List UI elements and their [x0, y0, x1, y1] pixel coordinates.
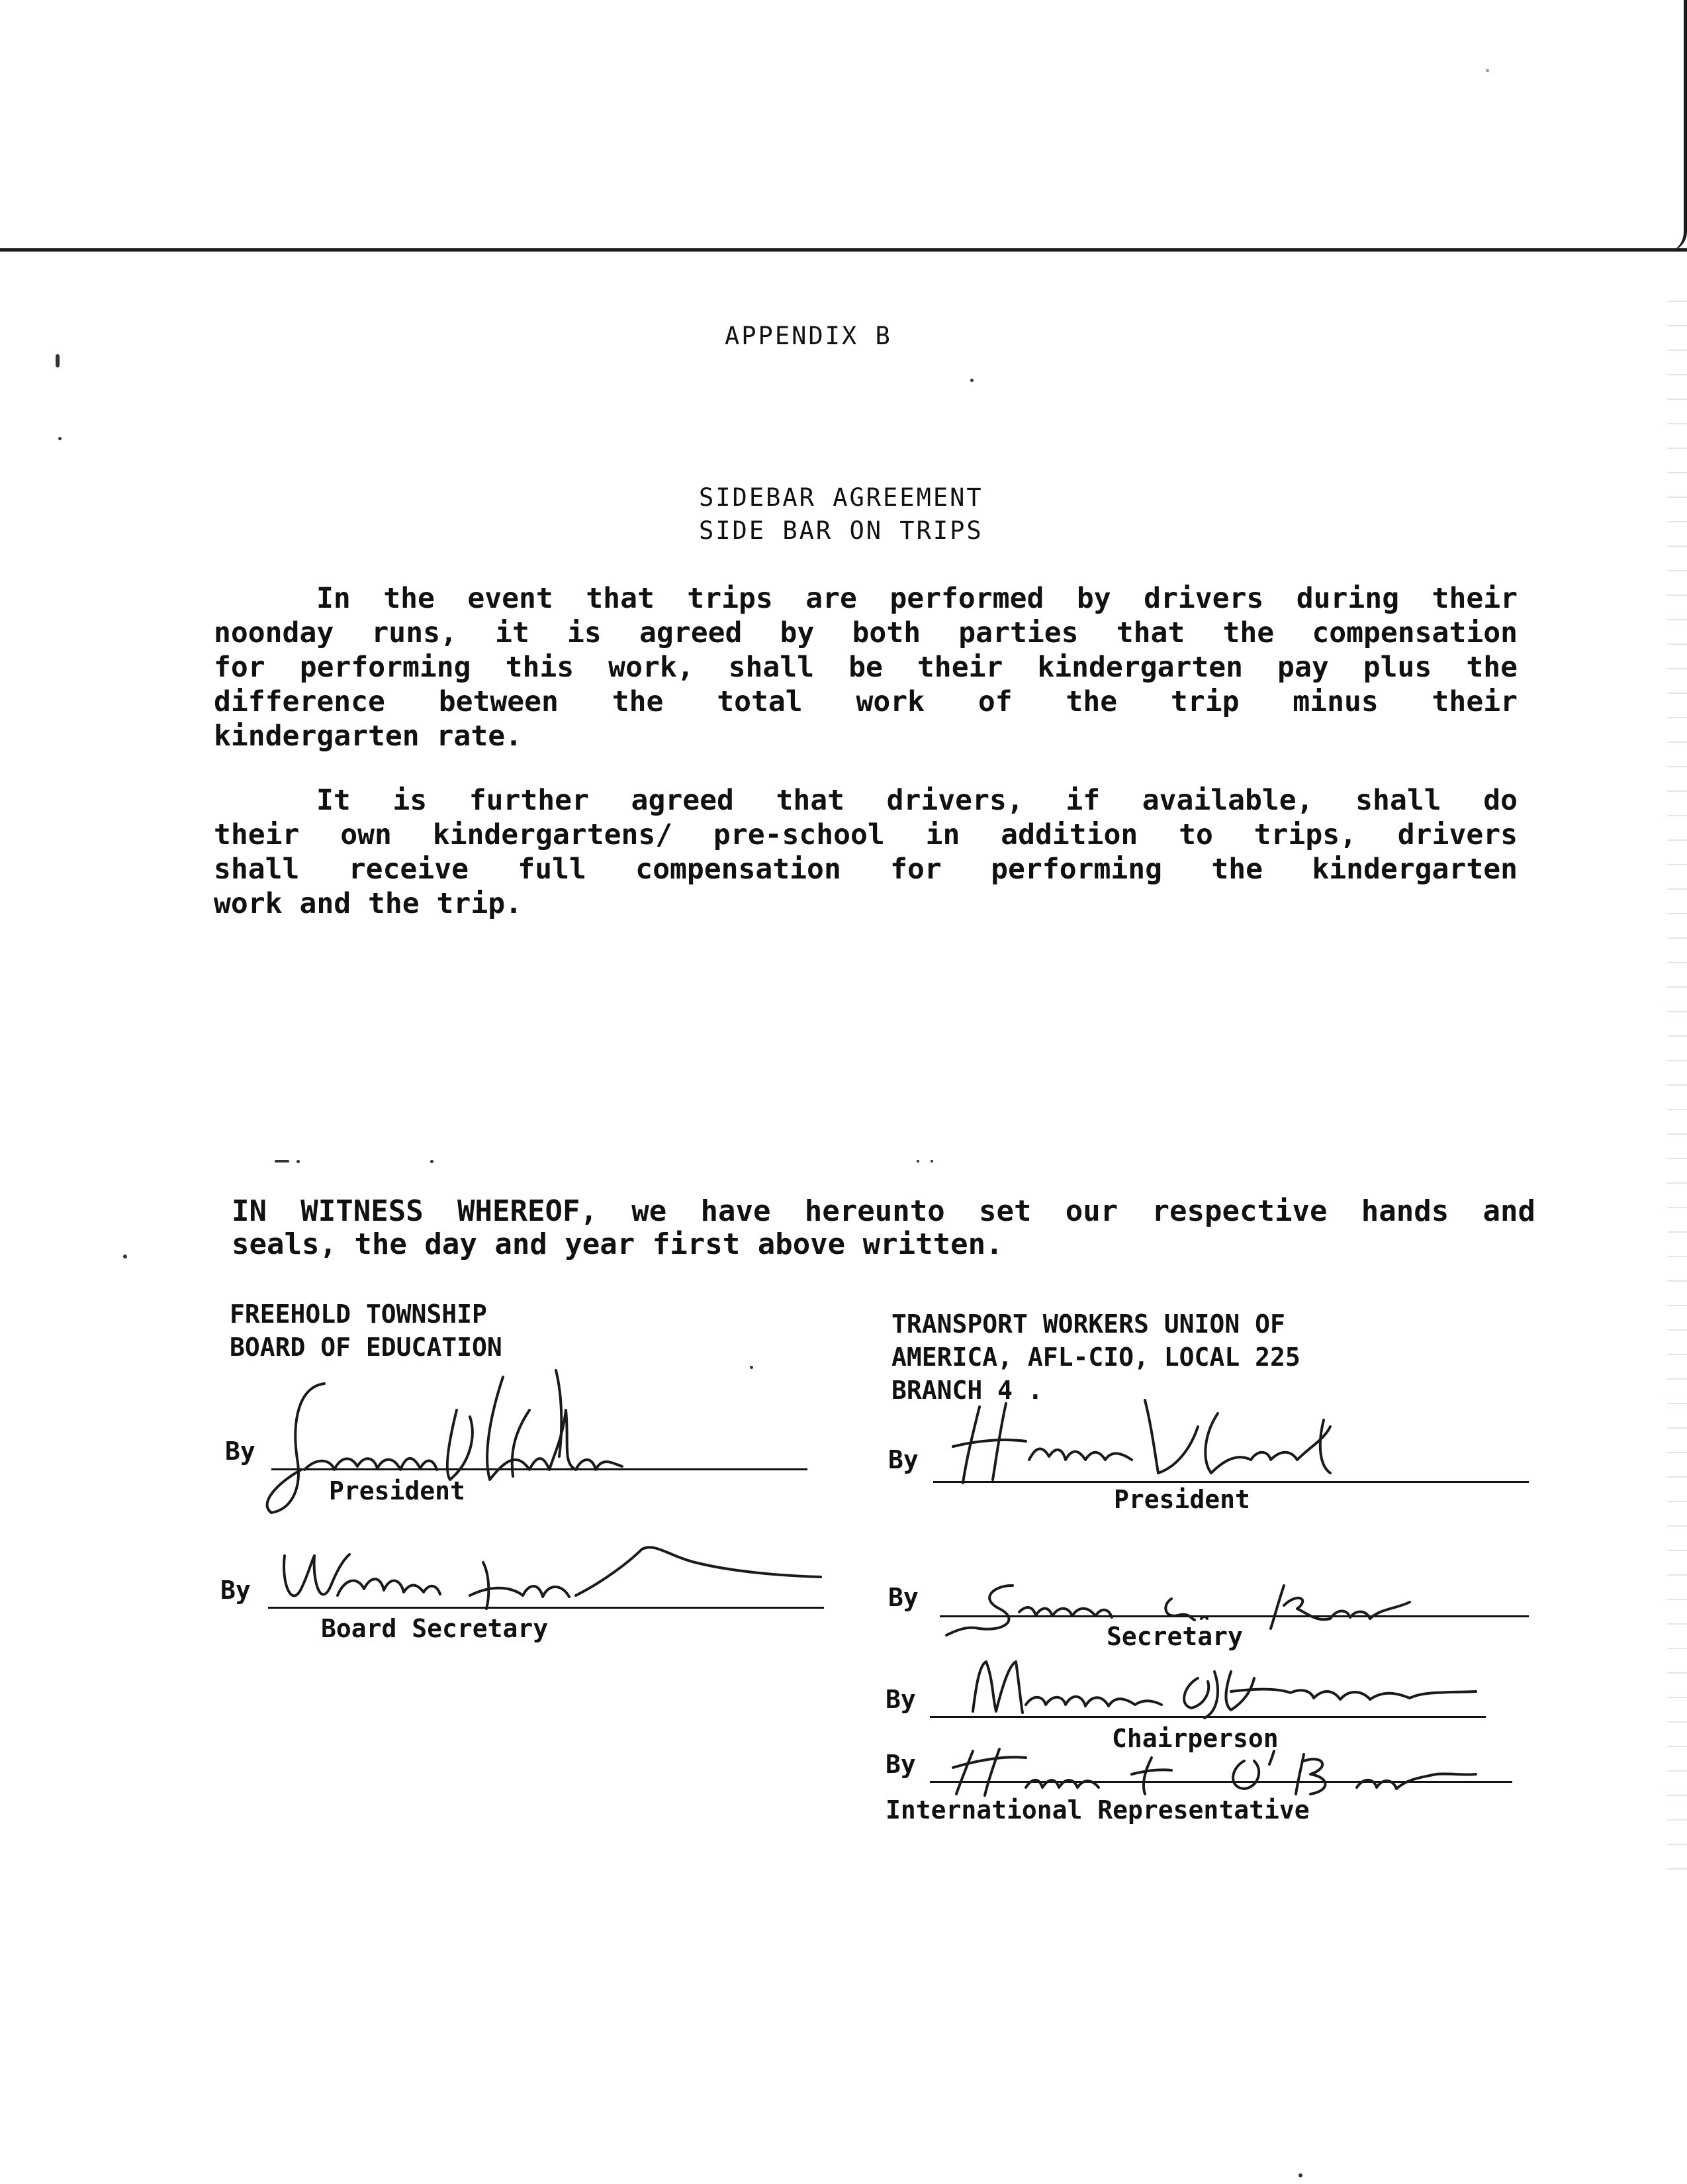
scan-speck [430, 1160, 433, 1163]
page-edge-curve [1661, 0, 1687, 252]
left-party-name [230, 1298, 502, 1364]
scan-speck [56, 354, 60, 367]
signature-international-representative [933, 1741, 1516, 1801]
party-name-line: BRANCH 4 . [891, 1376, 1043, 1405]
signature-board-secretary [271, 1536, 827, 1622]
signatory-role: International Representative [886, 1795, 1310, 1825]
scan-speck [296, 1160, 300, 1163]
paragraph-line: work and the trip. [214, 887, 522, 920]
signature-secretary-union [940, 1572, 1416, 1638]
appendix-title: APPENDIX B [725, 322, 892, 350]
agreement-subtitle: SIDE BAR ON TRIPS [699, 516, 983, 545]
scan-speck [917, 1160, 919, 1163]
by-label: By [220, 1576, 251, 1605]
paragraph-line: noonday runs, it is agreed by both parties that the compensation [214, 616, 1518, 649]
by-label: By [225, 1437, 255, 1466]
signature-chairperson [960, 1652, 1502, 1725]
paragraph-kindergarten-compensation [214, 783, 1518, 921]
signatory-role: Board Secretary [321, 1614, 549, 1643]
scan-speck [58, 437, 62, 440]
signatory-role: President [1114, 1485, 1250, 1514]
by-label: By [886, 1750, 916, 1779]
page-edge-line [0, 248, 1687, 252]
agreement-title: SIDEBAR AGREEMENT [699, 483, 983, 512]
party-name-line: AMERICA, AFL-CIO, LOCAL 225 [891, 1343, 1300, 1372]
by-label: By [886, 1685, 916, 1714]
by-label: By [888, 1583, 919, 1612]
witness-line: seals, the day and year first above written. [232, 1227, 1003, 1261]
scan-speck [275, 1160, 289, 1163]
by-label: By [888, 1445, 919, 1474]
scan-speck [970, 379, 974, 382]
signatory-role: Chairperson [1112, 1724, 1279, 1753]
scan-speck [1299, 2173, 1302, 2177]
party-name-line: FREEHOLD TOWNSHIP [230, 1300, 487, 1329]
signatory-role: President [329, 1476, 465, 1505]
paragraph-line: their own kindergartens/ pre-school in addition to trips, drivers [214, 818, 1518, 851]
signature-president-board [251, 1370, 728, 1523]
paragraph-trips-during-noonday [214, 581, 1518, 753]
witness-line: IN WITNESS WHEREOF, we have hereunto set our respective hands and [232, 1194, 1535, 1228]
scan-speck [931, 1160, 933, 1163]
paragraph-line: difference between the total work of the trip minus their [214, 685, 1518, 718]
signatory-role: Secretary [1107, 1622, 1243, 1651]
party-name-line: BOARD OF EDUCATION [230, 1333, 502, 1362]
paragraph-line: In the event that trips are performed by drivers during their [316, 582, 1518, 615]
party-name-line: TRANSPORT WORKERS UNION OF [891, 1309, 1285, 1339]
signature-president-union [927, 1394, 1390, 1493]
right-party-name [891, 1307, 1300, 1407]
paragraph-line: kindergarten rate. [214, 720, 522, 753]
paragraph-line: shall receive full compensation for performing the kindergarten [214, 853, 1518, 886]
scan-speck [123, 1255, 127, 1258]
scan-speck [750, 1366, 753, 1369]
paragraph-line: It is further agreed that drivers, if available, shall do [316, 784, 1518, 817]
paragraph-line: for performing this work, shall be their kindergarten pay plus the [214, 651, 1518, 684]
witness-clause [232, 1195, 1535, 1261]
scan-speck [1486, 69, 1489, 72]
scan-edge-noise [1667, 291, 1687, 1880]
